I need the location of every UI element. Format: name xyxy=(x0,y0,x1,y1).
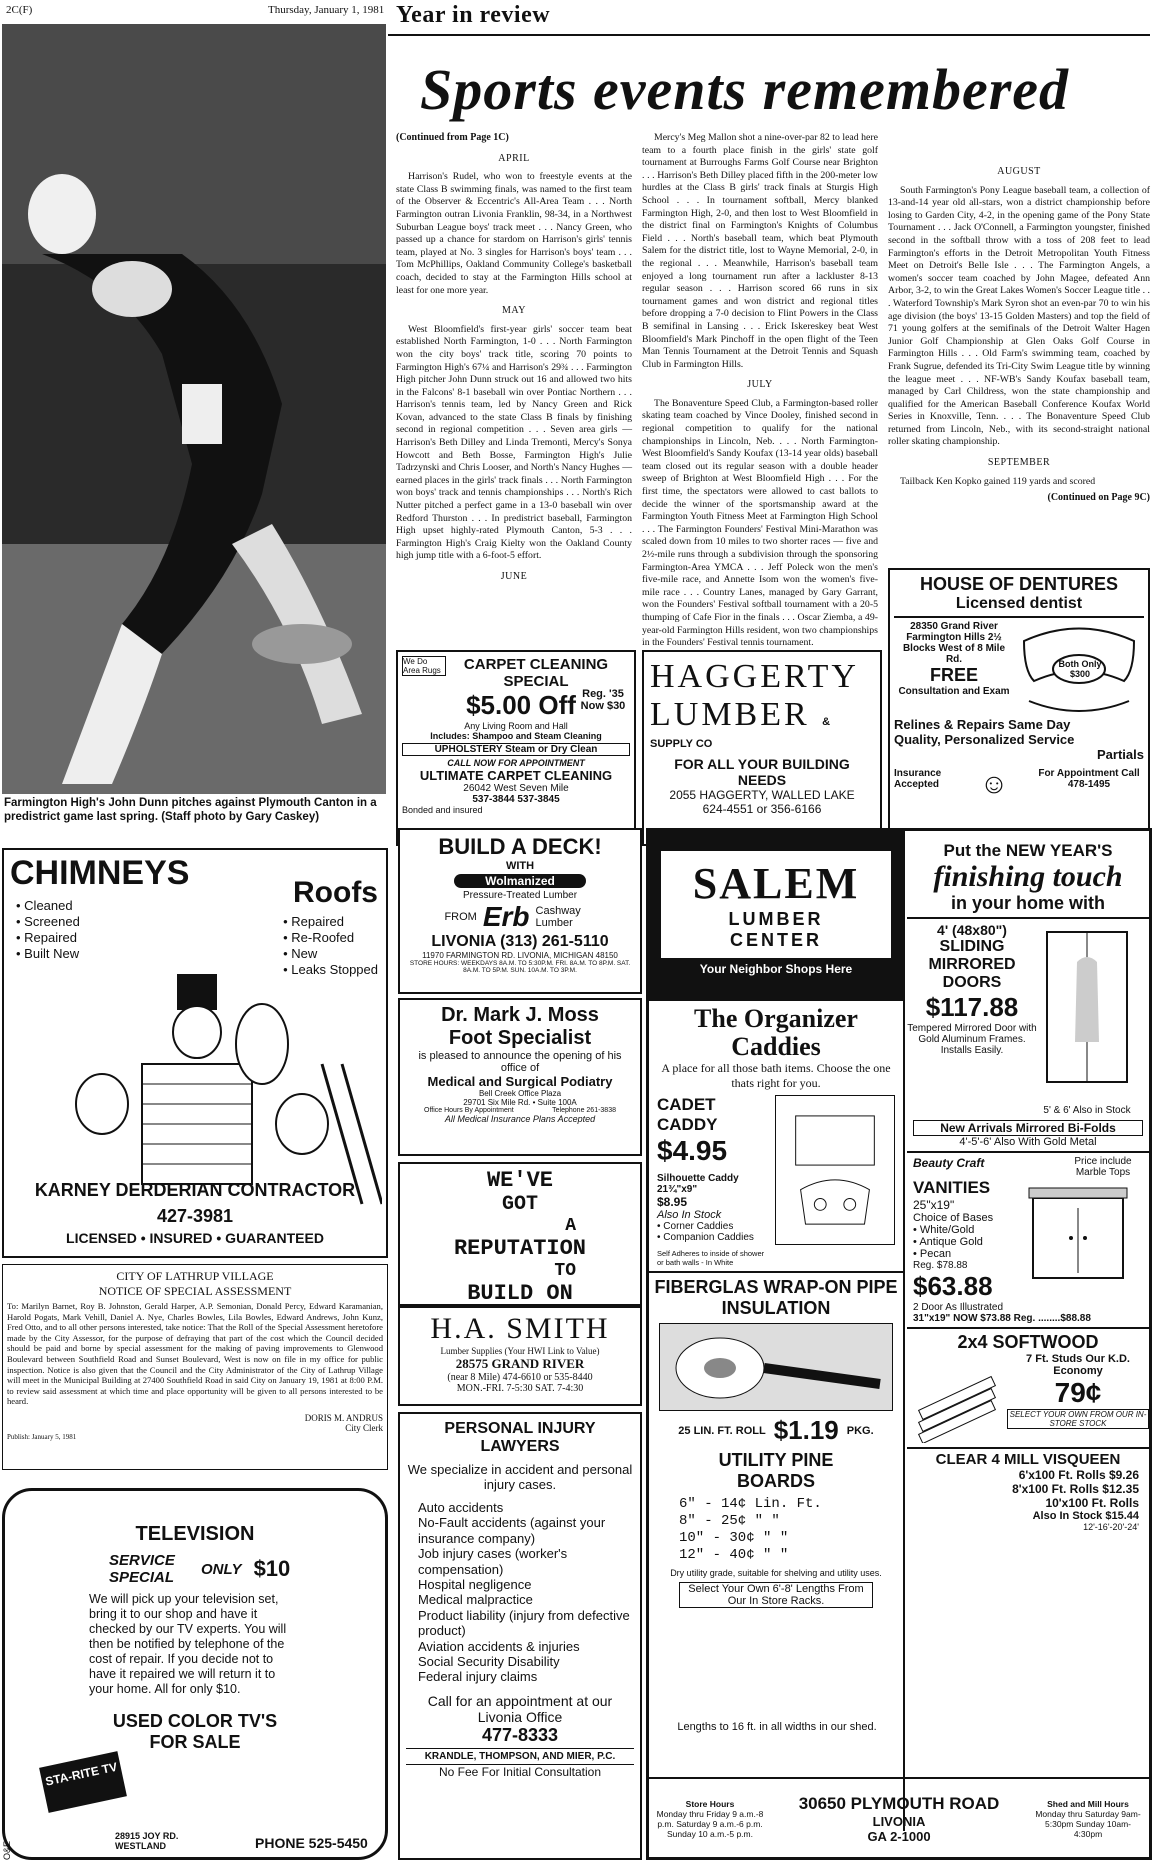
carpet-upholstery: UPHOLSTERY Steam or Dry Clean xyxy=(402,743,630,756)
fiberglas-title: FIBERGLAS WRAP-ON PIPE INSULATION xyxy=(649,1271,903,1319)
studs-illustration xyxy=(907,1353,1007,1443)
june-text: Mercy's Meg Mallon shot a nine-over-par 82 to lead here team to a fourth place finish in the girls' state golf tournament at Burroughs Farms Golf Course near Brighton . . . Harrison's Beth Dilley placed fifth in the 200-meter low hurdles at the Class B girls' track finals at Sturgis High School . . . In tournament softball, Mercy blanked Farmington High, 2-0, and then lost to West Bloomfield in the district final on Farmington's Knights of Columbus Field . . . North's baseball team, which beat Plymouth Salem for the district title, lost to Wayne Memorial, 2-0, in the regional . . . Meanwhile, Harrison's baseball team enjoyed a long tournament run after a lackluster 8-13 regular season . . . Harrison scored 66 runs in six tournament games and won district and regional titles before dropping a 7-0 decision to Flint Powers in the Class B semifinal in Lansing . . . Erick Iskereskey beat West Bloomfield's Mark Pinchoff in the open flight of the Teen Man Tennis Tournament at the Detroit Tennis and Squash Club in Farmington Hills. xyxy=(642,132,878,370)
injury-title: PERSONAL INJURY LAWYERS xyxy=(444,1420,596,1455)
injury-item-7: Aviation accidents & injuries xyxy=(418,1638,580,1654)
moss-line3: Bell Creek Office Plaza xyxy=(478,1089,562,1098)
moss-tel: Telephone 261-3838 xyxy=(552,1107,616,1114)
injury-call: Call for an appointment at our Livonia Office xyxy=(427,1692,613,1725)
side-label: O&E xyxy=(2,1840,12,1860)
board-price-4: 12" - 40¢ " " xyxy=(679,1547,789,1563)
tooth-mascot-icon: ☺ xyxy=(979,768,1009,799)
month-july: JULY xyxy=(747,379,773,391)
deck-from: FROM xyxy=(444,911,477,923)
lathrup-body: To: Marilyn Barnet, Roy B. Johnston, Gerald Harper, A.P. Semonian, Donald Percy, Edward Karamanian, Harold Pogats, Mark Vehill, Daniel A. Nye, Charles Bowles, Lila Bowles, Edward Andrews, John Kunz, Fred Otto, and to all other persons interested, take notice: That the Roll of the Special Assessment heretofore made by the City Assessor, for the purpose of defraying that part of the cost which the Council decided should be paid and borne by special assessment for the making of paving improvements to Glenwood Boulevard between Southfield Road and Sunset Boulevard, West is now on file in my office for public inspection. Notice is also given that the Council and the City Administrator of the City of Lathrup Village will meet in the Municipal Building at 27400 Southfield Road in said City on January 19, 1981 at 8:00 P.M. to review said assessment at which time and place opportunity will be given to all persons interested to be heard. xyxy=(7,1301,383,1407)
august-text: South Farmington's Pony League baseball team, a collection of 13-and-14 year old all-stars, won a district championship before losing to Garden City, 4-2, in the opening game of the Pony State Tournament . . . Jack O'Connell, a Farmington youngster, finished second in the softball throw with a toss of 208 feet to lead Farmington's efforts in the Detroit Metropolitan Youth Fitness Meet on Detroit's Belle Isle . . . The Farmington Angels, a women's soccer team coached by John Magee, defeated Ann Arbor, 3-2, to win the Great Lakes Women's Soccer League title . . . Waterford Township's Mark Syron shot an even-par 70 to win his age division (the boys' 13-15 Golden Masters) and top the field of 71 young golfers at the semifinals of the Detroit Walter Hagen Junior Golf Championship at Glen Oaks Golf Course in Farmington Hills . . . Old Farm's swimming team, coached by Frank Sugrue, defended its Tri-City Swim League title by winning the league meet . . . NF-WB's Sandy Koufax baseball team, managed by Carl Childress, won the state championship and qualified for the American Baseball Conference Koufax World Series in Knoxville, Tenn. . . . The Bonaventure Speed Club returned from Lincoln, Neb., with its second-straight national roller skating championship. xyxy=(888,184,1150,448)
reputation-line-3: A xyxy=(565,1216,576,1236)
vanity-doors: 2 Door As Illustrated xyxy=(913,1302,1004,1313)
mirror-title: SLIDING MIRRORED DOORS xyxy=(928,938,1016,991)
article-column-3 xyxy=(888,132,1150,507)
chimneys-phone: 427-3981 xyxy=(156,1206,234,1226)
salem-sub2: CENTER xyxy=(729,930,822,950)
carpet-price: $5.00 Off xyxy=(466,690,576,720)
ha-smith-ad xyxy=(398,1306,642,1406)
store-hours: Monday thru Friday 9 a.m.-8 p.m. Saturday 9 a.m.-6 p.m. Sunday 10 a.m.-5 p.m. xyxy=(656,1809,764,1839)
reputation-line-6: BUILD ON xyxy=(467,1281,573,1306)
board-price-2: 8" - 25¢ " " xyxy=(679,1513,780,1529)
carpet-cleaning-ad xyxy=(396,650,636,846)
carpet-reg: Reg. '35 Now $30 xyxy=(580,688,626,712)
continued-from: (Continued from Page 1C) xyxy=(396,132,509,143)
salem-name: SALEM xyxy=(692,859,860,908)
mirror-door-illustration xyxy=(1037,922,1149,1116)
wolmanized-logo: Wolmanized xyxy=(454,874,586,888)
visqueen-2: 8'x100 Ft. Rolls $12.35 xyxy=(1012,1482,1139,1496)
lathrup-publish: Publish: January 5, 1981 xyxy=(7,1432,77,1441)
injury-fee: No Fee For Initial Consultation xyxy=(406,1764,634,1779)
pipe-insulation-image xyxy=(659,1323,893,1411)
injury-item-8: Social Security Disability xyxy=(418,1654,560,1670)
studs-price: 79¢ xyxy=(1054,1377,1102,1408)
bifolds-sub: 4'-5'-6' Also With Gold Metal xyxy=(959,1136,1097,1148)
dentures-b1: Relines & Repairs Same Day xyxy=(894,717,1071,732)
month-september: SEPTEMBER xyxy=(987,457,1051,469)
month-august: AUGUST xyxy=(997,166,1041,177)
injury-item-5: Medical malpractice xyxy=(418,1592,533,1608)
finishing-tail: in your home with xyxy=(950,893,1105,913)
base-2: • Antique Gold xyxy=(913,1236,1023,1248)
roofs-title: Roofs xyxy=(293,876,378,909)
shed-hours-title: Shed and Mill Hours xyxy=(1047,1799,1129,1809)
moss-title: Dr. Mark J. Moss xyxy=(441,1004,599,1026)
dentures-b3: Partials xyxy=(1097,747,1144,762)
salem-address: 30650 PLYMOUTH ROAD xyxy=(798,1794,1000,1813)
finishing-title: finishing touch xyxy=(933,860,1123,893)
tv-service: SERVICE SPECIAL xyxy=(109,1552,175,1586)
pitcher-photo xyxy=(2,24,386,794)
television-ad xyxy=(2,1488,388,1860)
ha-smith-sub: Lumber Supplies (Your HWI Link to Value) xyxy=(440,1346,600,1356)
carpet-title: CARPET CLEANING SPECIAL xyxy=(463,656,609,690)
silhouette-price: $8.95 xyxy=(657,1195,688,1209)
studs-select: SELECT YOUR OWN FROM OUR IN-STORE STOCK xyxy=(1007,1409,1149,1429)
caddy-illustration xyxy=(775,1095,895,1245)
vanities-title: VANITIES xyxy=(913,1178,991,1197)
injury-firm: KRANDLE, THOMPSON, AND MIER, P.C. xyxy=(406,1748,634,1762)
lathrup-notice xyxy=(2,1264,388,1470)
dentures-teeth-icon xyxy=(1014,621,1144,717)
deck-sub: Pressure-Treated Lumber xyxy=(462,890,578,901)
haggerty-phone: 624-4551 or 356-6166 xyxy=(702,802,822,816)
carpet-phone: 537-3844 537-3845 xyxy=(472,794,560,805)
area-rugs-label: We Do Area Rugs xyxy=(402,656,446,676)
also-title: Also In Stock xyxy=(657,1209,722,1221)
salem-footer xyxy=(649,1777,1149,1859)
visqueen-3: 10'x100 Ft. Rolls xyxy=(1045,1496,1139,1510)
deck-hours: STORE HOURS: WEEKDAYS 8A.M. TO 5:30P.M. FRI. 8A.M. TO 8P.M. SAT. 8A.M. TO 5P.M. SUN. 10A.M. TO 3P.M. xyxy=(409,960,631,974)
softwood-divider xyxy=(907,1327,1149,1329)
mirror-desc: Tempered Mirrored Door with Gold Aluminum Frames. Installs Easily. xyxy=(907,1023,1037,1056)
marble-note: Price include Marble Tops xyxy=(1074,1156,1132,1178)
visqueen-also: Also In Stock $15.44 xyxy=(1032,1510,1139,1522)
roll-pkg: PKG. xyxy=(846,1424,874,1437)
page-folio: 2C(F) xyxy=(6,4,33,16)
board-price-3: 10" - 30¢ " " xyxy=(679,1530,789,1546)
carpet-call: CALL NOW FOR APPOINTMENT xyxy=(447,758,585,768)
salem-lumber-ad xyxy=(646,828,1152,1860)
vanity-reg: Reg. $78.88 xyxy=(913,1260,968,1271)
visqueen-sizes: 12'-16'-20'-24' xyxy=(1083,1522,1139,1532)
self-adheres: Self Adheres to inside of shower or bath walls - In White xyxy=(657,1249,765,1267)
vanity-divider xyxy=(907,1151,1149,1153)
reputation-line-1: WE'VE xyxy=(486,1168,553,1193)
dentures-ad xyxy=(888,568,1150,846)
july-text: The Bonaventure Speed Club, a Farmington-based roller skating team coached by Vince Dooley, finished second in regional competition to qualify for the national championships in Lincoln, Neb. . . . North Farmington-West Bloomfield's Sandy Koufax (13-14 year olds) baseball team closed out its regular season with a double header sweep of Brighton at West Bloomfield High . . . For the first time, the spectators were allowed to cast ballots to decide the winner of the sportsmanship award at the Farmington Youth Fitness Meet at Farmington High School . . . The Farmington Founders' Festival Mini-Marathon was scaled down from 10 miles to two shorter races — five and 2½-mile runs through a subdivision through the sponsoring Farmington-Area YMCA . . . Jeff Poleck won the men's five-mile race, and Annette Isom won the women's five-mile race . . . Country Lanes, managed by Gary Garrant, won the Founders' Festival softball tournament with a 20-5 thumping of Cafe Fior in the finals . . . Oscar Ziemba, a 49-year-old Farmington Hills resident, won two championships in the Founders' Festival tennis tournament. xyxy=(642,397,878,649)
deck-phone: LIVONIA (313) 261-5110 xyxy=(431,933,609,950)
cadet-price: $4.95 xyxy=(657,1135,728,1166)
injury-item-3: Job injury cases (worker's compensation) xyxy=(418,1546,568,1577)
reputation-line-5: TO xyxy=(554,1261,576,1281)
dentures-consult: Consultation and Exam xyxy=(898,686,1010,697)
salem-left xyxy=(649,831,905,1831)
tv-only: ONLY xyxy=(201,1560,242,1578)
salem-city: LIVONIA xyxy=(872,1814,926,1829)
haggerty-tagline: FOR ALL YOUR BUILDING NEEDS xyxy=(674,756,850,788)
injury-item-9: Federal injury claims xyxy=(418,1669,538,1685)
base-3: • Pecan xyxy=(913,1248,1023,1260)
may-text: West Bloomfield's first-year girls' soccer team beat established North Farmington, 1-0 . . . North Farmington won the city boys' track title, scoring 70 points to Farmington High's 67¼ and Harrison's 29¾ . . . Farmington High pitcher John Dunn struck out 16 and allowed two hits in the Falcons' 8-1 baseball win over Pontiac Northern . . . Harrison's tennis team, led by Nancy Green and Rick Kovan, advanced to the state Class B finals by finishing second in regional competition . . . Seven area girls — Harrison's Beth Dilley and Linda Tremonti, Mercy's Sonya Howcott and Beth Bosse, Farmington High's Julie Tadrzynski and Chris Looser, and North's Nancy Hughes — earned places in the girls' track finals . . . North Farmington won boys' track and tennis championships . . . North's Rich Nutter pitched a perfect game in a 13-0 baseball win over Redford Thurston . . . In predistrict baseball, Farmington High upset highly-rated Plymouth Canton, 5-3 . . . Farmington High's Craig Kielty won the Oakland County high jump title with a 6-foot-5 effort. xyxy=(396,323,632,562)
dentures-free: FREE xyxy=(929,665,978,685)
moss-line4: 29701 Six Mile Rd. • Suite 100A xyxy=(463,1098,577,1107)
section-title: Year in review xyxy=(396,2,551,28)
roof-service-2: • Re-Roofed xyxy=(283,930,378,946)
ha-smith-address: 28575 GRAND RIVER xyxy=(455,1356,585,1371)
moss-insurance: All Medical Insurance Plans Accepted xyxy=(444,1114,596,1124)
page-date: Thursday, January 1, 1981 xyxy=(268,4,385,16)
lathrup-title: CITY OF LATHRUP VILLAGE xyxy=(116,1269,274,1283)
salem-phone: GA 2-1000 xyxy=(867,1829,931,1844)
store-hours-title: Store Hours xyxy=(685,1799,735,1809)
haggerty-name-1: HAGGERTY xyxy=(650,658,859,695)
april-text: Harrison's Rudel, who won to freestyle events at the state Class B swimming finals, was named to the first team of the Observer & Eccentric's All-Area Team . . . North Farmington outran Livonia Franklin, 98-34, in a Northwest Suburban League boys' track meet . . . Nancy Green, who passed up a chance for stardom on Harrison's girls' tennis team, played at No. 3 singles for Harrison's boys' team . . . Tom McPhillips, Oakland Community College's basketball coach, decided to stay at the Farmington Hills school at least for one more year. xyxy=(396,171,632,296)
erb-logo: Erb xyxy=(482,901,530,932)
dentures-both: Both Only $300 xyxy=(1058,659,1102,679)
injury-item-2: No-Fault accidents (against your insurance company) xyxy=(418,1515,606,1546)
lathrup-sub: NOTICE OF SPECIAL ASSESSMENT xyxy=(98,1284,292,1298)
carpet-name: ULTIMATE CARPET CLEANING xyxy=(419,768,613,783)
chimney-service-2: • Screened xyxy=(16,914,80,930)
salem-right xyxy=(907,831,1149,1831)
continued-to: (Continued on Page 9C) xyxy=(1047,492,1150,504)
erb-sub: Cashway Lumber xyxy=(535,905,581,929)
lathrup-sig-title: City Clerk xyxy=(345,1422,383,1433)
chimney-service-3: • Repaired xyxy=(16,930,80,946)
section-rule xyxy=(388,34,1150,36)
haggerty-supply: & SUPPLY CO xyxy=(650,716,831,750)
september-text: Tailback Ken Kopko gained 119 yards and scored xyxy=(900,475,1096,487)
dentures-address: 28350 Grand River Farmington Hills 2½ Blocks West of 8 Mile Rd. xyxy=(902,621,1006,665)
chimneys-ad xyxy=(2,848,388,1258)
pitcher-photo-image xyxy=(2,24,386,794)
injury-item-6: Product liability (injury from defective product) xyxy=(418,1607,630,1639)
haggerty-address: 2055 HAGGERTY, WALLED LAKE xyxy=(669,788,855,802)
chimney-service-4: • Built New xyxy=(16,946,80,962)
podiatry-ad xyxy=(398,998,642,1156)
lengths-note: Lengths to 16 ft. in all widths in our shed. xyxy=(677,1721,877,1733)
injury-lawyers-ad xyxy=(398,1412,642,1860)
roof-service-1: • Repaired xyxy=(283,914,378,930)
reputation-line-4: REPUTATION xyxy=(453,1236,587,1261)
carpet-bonded: Bonded and insured xyxy=(402,805,483,815)
deck-address: 11970 FARMINGTON RD. LIVONIA, MICHIGAN 48150 xyxy=(422,951,618,960)
vanity-price: $63.88 xyxy=(913,1271,993,1301)
board-dry: Dry utility grade, suitable for shelving and utility uses. xyxy=(670,1568,882,1578)
dentures-subtitle: Licensed dentist xyxy=(955,595,1083,612)
tv-phone: PHONE 525-5450 xyxy=(255,1835,368,1851)
tv-address: 28915 JOY RD. WESTLAND xyxy=(115,1831,179,1851)
dentures-b2: Quality, Personalized Service xyxy=(894,732,1075,747)
injury-intro: We specialize in accident and personal injury cases. xyxy=(407,1462,633,1492)
shed-hours: Monday thru Saturday 9am-5:30pm Sunday 10am-4:30pm xyxy=(1035,1809,1141,1839)
haggerty-lumber-ad xyxy=(642,650,882,846)
softwood-title: 2x4 SOFTWOOD xyxy=(957,1332,1099,1352)
chimneys-tag: LICENSED • INSURED • GUARANTEED xyxy=(66,1230,324,1246)
mirror-stock: 5' & 6' Also in Stock xyxy=(1043,1105,1131,1116)
chimney-service-1: • Cleaned xyxy=(16,898,80,914)
organizer-title: The Organizer Caddies xyxy=(694,1004,858,1061)
ha-smith-near: (near 8 Mile) 474-6610 or 535-8440 xyxy=(447,1372,593,1383)
carpet-address: 26042 West Seven Mile xyxy=(463,783,569,794)
build-deck-ad xyxy=(398,828,642,994)
article-column-2 xyxy=(642,132,878,740)
base-1: • White/Gold xyxy=(913,1224,1023,1236)
vanity-size: 25"x19" xyxy=(913,1198,955,1212)
visqueen-1: 6'x100 Ft. Rolls $9.26 xyxy=(1018,1468,1139,1482)
mirror-size: 4' (48x80") xyxy=(937,922,1007,938)
also-item-1: • Corner Caddies xyxy=(657,1221,771,1232)
sta-rite-logo: STA-RITE TV xyxy=(39,1751,127,1813)
mirror-price: $117.88 xyxy=(925,992,1019,1022)
also-item-2: • Companion Caddies xyxy=(657,1232,771,1243)
studs-title: 7 Ft. Studs Our K.D. Economy xyxy=(1026,1353,1130,1377)
chimneys-title: CHIMNEYS xyxy=(10,854,190,892)
moss-line2: Medical and Surgical Podiatry xyxy=(427,1074,613,1089)
finishing-divider xyxy=(907,917,1149,919)
injury-item-4: Hospital negligence xyxy=(418,1577,532,1593)
visqueen-title: CLEAR 4 MILL VISQUEEN xyxy=(907,1447,1149,1468)
tv-body: We will pick up your television set, bring it to our shop and have it checked by our TV experts. You will then be notified by telephone of the cost of repair. If you decide not to have it repaired we will return it to your home. All for only $10. xyxy=(89,1592,287,1696)
board-select: Select Your Own 6'-8' Lengths From Our In Store Racks. xyxy=(679,1582,873,1608)
injury-phone: 477-8333 xyxy=(481,1724,559,1745)
beauty-craft-logo: Beauty Craft xyxy=(913,1156,985,1170)
deck-title: BUILD A DECK! xyxy=(438,834,602,859)
dentures-insurance: Insurance Accepted xyxy=(894,768,942,790)
moss-line1: is pleased to announce the opening of his office of xyxy=(418,1050,622,1074)
ha-smith-name: H.A. SMITH xyxy=(430,1312,610,1345)
vanity-now: 31"x19" NOW $73.88 Reg. ........$88.88 xyxy=(913,1313,1091,1324)
reputation-ad xyxy=(398,1162,642,1306)
month-may: MAY xyxy=(502,305,526,317)
carpet-line1: Any Living Room and Hall xyxy=(464,721,568,731)
roll-price: $1.19 xyxy=(773,1415,839,1445)
lathrup-sig: DORIS M. ANDRUS xyxy=(304,1412,383,1423)
tv-title: TELEVISION xyxy=(135,1523,255,1545)
utility-title: UTILITY PINE BOARDS xyxy=(718,1450,834,1491)
roof-service-3: • New xyxy=(283,946,378,962)
deck-with: WITH xyxy=(505,860,535,872)
roof-service-4: • Leaks Stopped xyxy=(283,962,378,978)
dentures-divider xyxy=(894,616,1144,618)
bifolds-title: New Arrivals Mirrored Bi-Folds xyxy=(913,1120,1143,1136)
moss-hours: Office Hours By Appointment xyxy=(424,1107,514,1114)
tv-price: $10 xyxy=(253,1556,291,1581)
vanity-bases: Choice of Bases xyxy=(913,1212,994,1224)
ha-smith-hours: MON.-FRI. 7-5:30 SAT. 7-4:30 xyxy=(456,1383,584,1394)
carpet-line2: Includes: Shampoo and Steam Cleaning xyxy=(430,731,602,741)
haggerty-name-2: LUMBER xyxy=(650,696,810,733)
salem-sub1: LUMBER xyxy=(728,909,824,929)
finishing-head: Put the NEW YEAR'S xyxy=(943,841,1113,860)
organizer-sub: A place for all those bath items. Choose the one thats right for you. xyxy=(661,1061,891,1090)
roll-label: 25 LIN. FT. ROLL xyxy=(678,1424,766,1437)
reputation-line-2: GOT xyxy=(501,1193,538,1216)
tv-used: USED COLOR TV'S FOR SALE xyxy=(112,1711,278,1752)
chimneys-contractor: KARNEY DERDERIAN CONTRACTOR xyxy=(34,1180,356,1200)
photo-caption: Farmington High's John Dunn pitches against Plymouth Canton in a predistrict game last spring. (Staff photo by Gary Caskey) xyxy=(4,797,377,823)
vanity-illustration xyxy=(1023,1178,1143,1288)
chimney-cartoon-icon xyxy=(12,954,382,1214)
cadet-title: CADET CADDY xyxy=(657,1095,718,1134)
salem-logo-block xyxy=(649,831,903,1001)
injury-item-1: Auto accidents xyxy=(418,1500,504,1515)
month-june: JUNE xyxy=(500,571,528,582)
headline: Sports events remembered xyxy=(420,57,1070,122)
board-price-1: 6" - 14¢ Lin. Ft. xyxy=(679,1496,822,1512)
month-april: APRIL xyxy=(498,152,530,164)
salem-tagline: Your Neighbor Shops Here xyxy=(699,962,853,976)
dentures-title: HOUSE OF DENTURES xyxy=(919,574,1119,594)
silhouette-title: Silhouette Caddy 21¾"x9" xyxy=(657,1173,739,1195)
dentures-appt: For Appointment Call 478-1495 xyxy=(1038,768,1140,790)
moss-sub: Foot Specialist xyxy=(448,1027,592,1049)
article-column-1 xyxy=(396,132,632,590)
